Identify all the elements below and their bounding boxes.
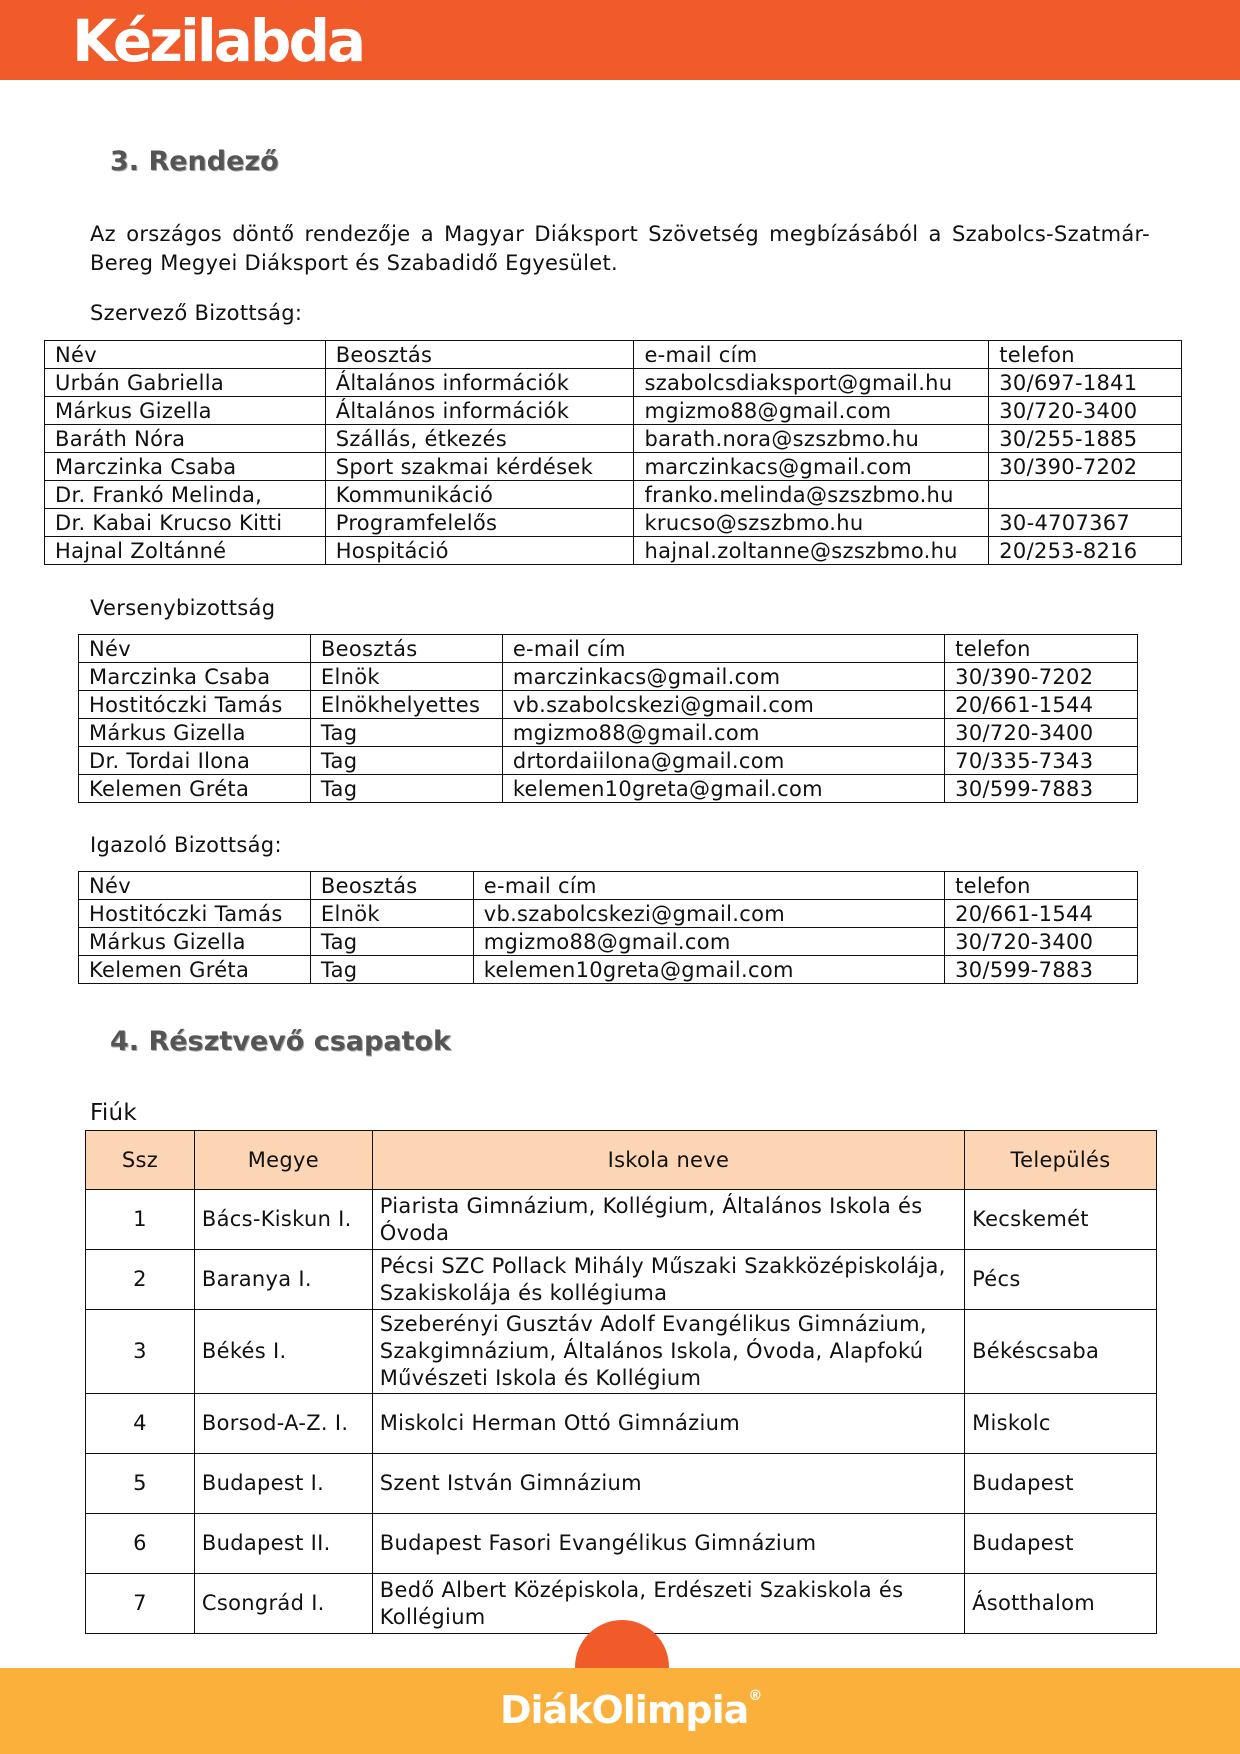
table-cell: kelemen10greta@gmail.com [473, 956, 944, 984]
table-cell: Tag [310, 775, 502, 803]
table-cell: 30/697-1841 [989, 369, 1182, 397]
competition-committee-label: Versenybizottság [90, 596, 276, 620]
table-row [79, 719, 1138, 747]
verification-committee-label: Igazoló Bizottság: [90, 833, 282, 857]
table-cell: 30/390-7202 [989, 453, 1182, 481]
table-cell: Piarista Gimnázium, Kollégium, Általános Iskola és Óvoda [372, 1190, 964, 1250]
table-cell: Elnök [310, 663, 502, 691]
table-cell: 30/720-3400 [945, 928, 1138, 956]
table-cell: Budapest [965, 1514, 1157, 1574]
table-cell: Elnök [310, 900, 473, 928]
table-cell [989, 481, 1182, 509]
verification-committee-table [78, 871, 1138, 984]
table-row [45, 537, 1182, 565]
table-cell: Kelemen Gréta [79, 956, 311, 984]
table-cell: Általános információk [325, 397, 634, 425]
table-cell: 6 [86, 1514, 195, 1574]
table-cell: Kommunikáció [325, 481, 634, 509]
table-row [86, 1310, 1157, 1394]
column-header: Név [79, 635, 311, 663]
column-header: Iskola neve [372, 1131, 964, 1190]
table-row [79, 747, 1138, 775]
table-cell: 20/661-1544 [945, 691, 1138, 719]
table-cell: 20/661-1544 [945, 900, 1138, 928]
table-row [79, 956, 1138, 984]
registered-mark: ® [748, 1688, 762, 1704]
table-row [86, 1514, 1157, 1574]
competition-committee-table [78, 634, 1138, 803]
table-row [79, 663, 1138, 691]
table-row [86, 1190, 1157, 1250]
table-cell: Marczinka Csaba [45, 453, 326, 481]
table-cell: marczinkacs@gmail.com [634, 453, 989, 481]
table-cell: Hajnal Zoltánné [45, 537, 326, 565]
table-header-row [79, 635, 1138, 663]
section-3-heading: 3. Rendező [110, 146, 279, 177]
column-header: e-mail cím [634, 341, 989, 369]
intro-end: . [611, 251, 618, 275]
table-cell: 5 [86, 1454, 195, 1514]
table-cell: Budapest II. [194, 1514, 372, 1574]
table-cell: Sport szakmai kérdések [325, 453, 634, 481]
table-cell: Dr. Tordai Ilona [79, 747, 311, 775]
table-cell: Kelemen Gréta [79, 775, 311, 803]
table-cell: drtordaiilona@gmail.com [502, 747, 944, 775]
organizing-committee-table [44, 340, 1182, 565]
column-header: Település [965, 1131, 1157, 1190]
table-cell: Borsod-A-Z. I. [194, 1394, 372, 1454]
table-cell: marczinkacs@gmail.com [502, 663, 944, 691]
table-cell: Tag [310, 956, 473, 984]
table-cell: Miskolci Herman Ottó Gimnázium [372, 1394, 964, 1454]
column-header: telefon [945, 872, 1138, 900]
table-cell: barath.nora@szszbmo.hu [634, 425, 989, 453]
table-cell: Márkus Gizella [79, 928, 311, 956]
table-cell: Márkus Gizella [79, 719, 311, 747]
kezilabda-logo: Kézilabda [72, 7, 364, 75]
table-cell: 3 [86, 1310, 195, 1394]
column-header: e-mail cím [502, 635, 944, 663]
table-cell: Budapest Fasori Evangélikus Gimnázium [372, 1514, 964, 1574]
intro-plain: Az országos döntő rendezője a Magyar Diáksport Szövetség megbízásából a [90, 222, 952, 246]
column-header: Beosztás [325, 341, 634, 369]
table-cell: 30/390-7202 [945, 663, 1138, 691]
column-header: Név [45, 341, 326, 369]
table-cell: Bedő Albert Középiskola, Erdészeti Szakiskola és Kollégium [372, 1574, 964, 1634]
table-row [45, 397, 1182, 425]
table-cell: Hostitóczki Tamás [79, 691, 311, 719]
table-cell: Tag [310, 719, 502, 747]
table-cell: franko.melinda@szszbmo.hu [634, 481, 989, 509]
table-cell: 30/599-7883 [945, 956, 1138, 984]
table-cell: vb.szabolcskezi@gmail.com [473, 900, 944, 928]
boys-label: Fiúk [90, 1100, 138, 1126]
diakolimpia-logo-text: DiákOlimpia [500, 1688, 749, 1732]
column-header: Név [79, 872, 311, 900]
column-header: telefon [945, 635, 1138, 663]
table-cell: Budapest I. [194, 1454, 372, 1514]
table-cell: krucso@szszbmo.hu [634, 509, 989, 537]
table-header-row [45, 341, 1182, 369]
column-header: e-mail cím [473, 872, 944, 900]
table-cell: Kecskemét [965, 1190, 1157, 1250]
table-cell: 1 [86, 1190, 195, 1250]
table-cell: 30-4707367 [989, 509, 1182, 537]
table-cell: Csongrád I. [194, 1574, 372, 1634]
column-header: Beosztás [310, 872, 473, 900]
table-cell: Urbán Gabriella [45, 369, 326, 397]
table-cell: Szent István Gimnázium [372, 1454, 964, 1514]
table-cell: Dr. Frankó Melinda, [45, 481, 326, 509]
table-cell: mgizmo88@gmail.com [473, 928, 944, 956]
table-cell: Baranya I. [194, 1250, 372, 1310]
table-cell: Békéscsaba [965, 1310, 1157, 1394]
table-cell: mgizmo88@gmail.com [634, 397, 989, 425]
table-cell: 30/255-1885 [989, 425, 1182, 453]
column-header: Megye [194, 1131, 372, 1190]
table-cell: Békés I. [194, 1310, 372, 1394]
column-header: Beosztás [310, 635, 502, 663]
table-cell: 30/599-7883 [945, 775, 1138, 803]
table-cell: Általános információk [325, 369, 634, 397]
table-cell: Baráth Nóra [45, 425, 326, 453]
diakolimpia-logo [500, 1688, 762, 1732]
table-cell: Pécs [965, 1250, 1157, 1310]
table-row [86, 1250, 1157, 1310]
table-cell: Tag [310, 928, 473, 956]
table-row [79, 928, 1138, 956]
table-cell: Miskolc [965, 1394, 1157, 1454]
organizing-committee-label: Szervező Bizottság: [90, 301, 303, 325]
table-cell: 7 [86, 1574, 195, 1634]
table-cell: 70/335-7343 [945, 747, 1138, 775]
table-cell: Pécsi SZC Pollack Mihály Műszaki Szakközépiskolája, Szakiskolája és kollégiuma [372, 1250, 964, 1310]
table-cell: Elnökhelyettes [310, 691, 502, 719]
table-row [86, 1394, 1157, 1454]
table-cell: 30/720-3400 [945, 719, 1138, 747]
table-cell: Márkus Gizella [45, 397, 326, 425]
table-cell: Szállás, étkezés [325, 425, 634, 453]
table-cell: 20/253-8216 [989, 537, 1182, 565]
table-cell: 4 [86, 1394, 195, 1454]
table-header-row [86, 1131, 1157, 1190]
table-cell: 30/720-3400 [989, 397, 1182, 425]
section-4-heading: 4. Résztvevő csapatok [110, 1026, 451, 1057]
table-row [45, 369, 1182, 397]
column-header: telefon [989, 341, 1182, 369]
table-cell: Tag [310, 747, 502, 775]
table-row [45, 509, 1182, 537]
table-cell: kelemen10greta@gmail.com [502, 775, 944, 803]
table-cell: Programfelelős [325, 509, 634, 537]
table-row [86, 1454, 1157, 1514]
column-header: Ssz [86, 1131, 195, 1190]
table-cell: Marczinka Csaba [79, 663, 311, 691]
table-row [79, 775, 1138, 803]
table-cell: Szeberényi Gusztáv Adolf Evangélikus Gimnázium, Szakgimnázium, Általános Iskola, Óvoda, Alapfokú Művészeti Iskola és Kollégium [372, 1310, 964, 1394]
table-cell: mgizmo88@gmail.com [502, 719, 944, 747]
table-row [45, 453, 1182, 481]
table-row [45, 425, 1182, 453]
table-cell: vb.szabolcskezi@gmail.com [502, 691, 944, 719]
table-cell: Ásotthalom [965, 1574, 1157, 1634]
table-row [45, 481, 1182, 509]
table-cell: Hostitóczki Tamás [79, 900, 311, 928]
table-cell: Dr. Kabai Krucso Kitti [45, 509, 326, 537]
intro-organization: Szabolcs-Szatmár-Bereg Megyei Diáksport és Szabadidő Egyesület [90, 222, 1150, 275]
table-cell: Bács-Kiskun I. [194, 1190, 372, 1250]
table-row [79, 900, 1138, 928]
table-cell: Hospitáció [325, 537, 634, 565]
table-cell: hajnal.zoltanne@szszbmo.hu [634, 537, 989, 565]
table-row [79, 691, 1138, 719]
table-cell: Budapest [965, 1454, 1157, 1514]
table-cell: szabolcsdiaksport@gmail.hu [634, 369, 989, 397]
table-header-row [79, 872, 1138, 900]
teams-table [85, 1130, 1157, 1634]
organizer-paragraph [90, 220, 1150, 278]
table-cell: 2 [86, 1250, 195, 1310]
